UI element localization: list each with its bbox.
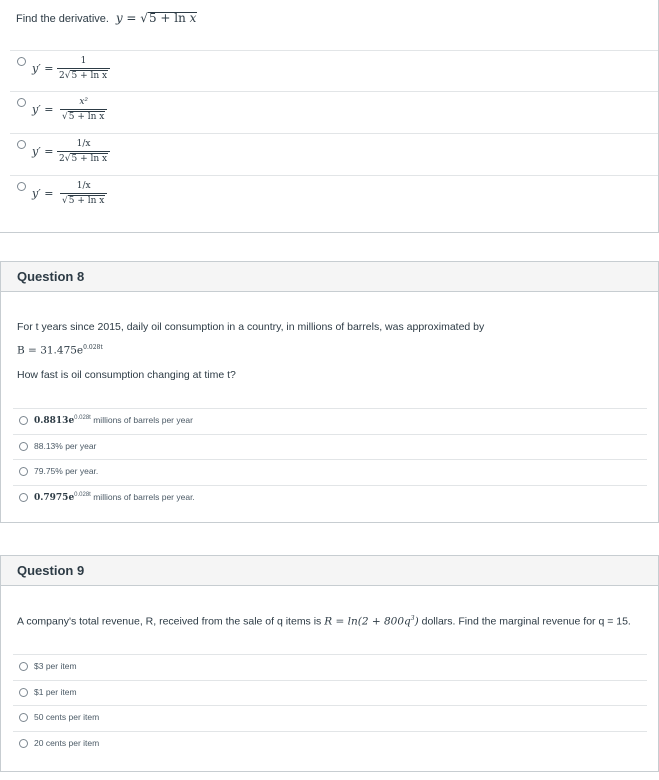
option-fraction bbox=[57, 139, 110, 165]
question-7-block bbox=[0, 0, 659, 233]
fraction-denominator: √5 + ln x bbox=[62, 112, 105, 122]
q8-option-1[interactable] bbox=[13, 408, 647, 433]
fraction-numerator: x² bbox=[79, 97, 89, 107]
question-8-body bbox=[0, 292, 659, 523]
q7-option-2[interactable] bbox=[10, 91, 658, 133]
fraction-numerator: 1 bbox=[80, 56, 87, 66]
option-fraction bbox=[60, 97, 107, 123]
option-fraction bbox=[60, 181, 107, 207]
q7-option-1[interactable] bbox=[10, 50, 658, 92]
q8-option-2[interactable] bbox=[13, 434, 647, 459]
option-label: $1 per item bbox=[34, 687, 77, 697]
q7-prompt-text: Find the derivative. bbox=[16, 13, 109, 25]
option-lhs: y′ = bbox=[32, 62, 54, 75]
fraction-denominator: √5 + ln x bbox=[62, 196, 105, 206]
q9-prompt: A company's total revenue, R, received from the sale of q items is $R = \ln(2 + 800q^3)$ dollars. Find the marginal revenue for q = 15. bbox=[17, 615, 631, 628]
q9-option-1[interactable] bbox=[13, 654, 647, 679]
option-label: 88.13% per year bbox=[34, 441, 97, 451]
radio-button[interactable] bbox=[19, 442, 28, 451]
q9-option-2[interactable] bbox=[13, 680, 647, 705]
radio-button[interactable] bbox=[19, 713, 28, 722]
q8-formula: $B = 31.475e^{0.028t}$ bbox=[17, 344, 103, 357]
option-lhs: y′ = bbox=[32, 145, 54, 158]
q8-text-1: For t years since 2015, daily oil consumption in a country, in millions of barrels, was approximated by bbox=[17, 321, 485, 333]
q9-option-3[interactable] bbox=[13, 705, 647, 730]
q9-option-4[interactable] bbox=[13, 731, 647, 756]
option-lhs: y′ = bbox=[32, 103, 54, 116]
option-label: 79.75% per year. bbox=[34, 466, 99, 476]
option-label: 50 cents per item bbox=[34, 712, 100, 722]
fraction-numerator: 1/x bbox=[76, 139, 91, 149]
question-9-body bbox=[0, 586, 659, 772]
radio-button[interactable] bbox=[17, 57, 26, 66]
q7-option-4[interactable] bbox=[10, 175, 658, 217]
radio-button[interactable] bbox=[17, 182, 26, 191]
option-label: $0.7975e^{0.028t}$ millions of barrels per year. bbox=[34, 492, 195, 503]
q8-text-2: How fast is oil consumption changing at time t? bbox=[17, 369, 236, 381]
option-label: 20 cents per item bbox=[34, 738, 100, 748]
option-label: $3 per item bbox=[34, 661, 77, 671]
radio-button[interactable] bbox=[19, 688, 28, 697]
radio-button[interactable] bbox=[19, 493, 28, 502]
question-9-title: Question 9 bbox=[17, 563, 85, 578]
radio-button[interactable] bbox=[19, 416, 28, 425]
radio-button[interactable] bbox=[19, 662, 28, 671]
question-8-title: Question 8 bbox=[17, 269, 85, 284]
q7-option-3[interactable] bbox=[10, 133, 658, 175]
q8-option-4[interactable] bbox=[13, 485, 647, 510]
question-8-header bbox=[0, 261, 659, 292]
fraction-numerator: 1/x bbox=[76, 181, 91, 191]
radio-button[interactable] bbox=[19, 467, 28, 476]
radio-button[interactable] bbox=[19, 739, 28, 748]
question-9-header bbox=[0, 555, 659, 586]
q7-prompt bbox=[16, 11, 197, 25]
q7-prompt-formula: y = √5 + ln x bbox=[112, 11, 197, 25]
q8-option-3[interactable] bbox=[13, 459, 647, 484]
option-fraction bbox=[57, 56, 110, 82]
radio-button[interactable] bbox=[17, 140, 26, 149]
option-lhs: y′ = bbox=[32, 187, 54, 200]
fraction-denominator: 2√5 + ln x bbox=[59, 71, 108, 81]
fraction-denominator: 2√5 + ln x bbox=[59, 154, 108, 164]
option-label: $0.8813e^{0.028t}$ millions of barrels per year bbox=[34, 415, 193, 426]
radio-button[interactable] bbox=[17, 98, 26, 107]
